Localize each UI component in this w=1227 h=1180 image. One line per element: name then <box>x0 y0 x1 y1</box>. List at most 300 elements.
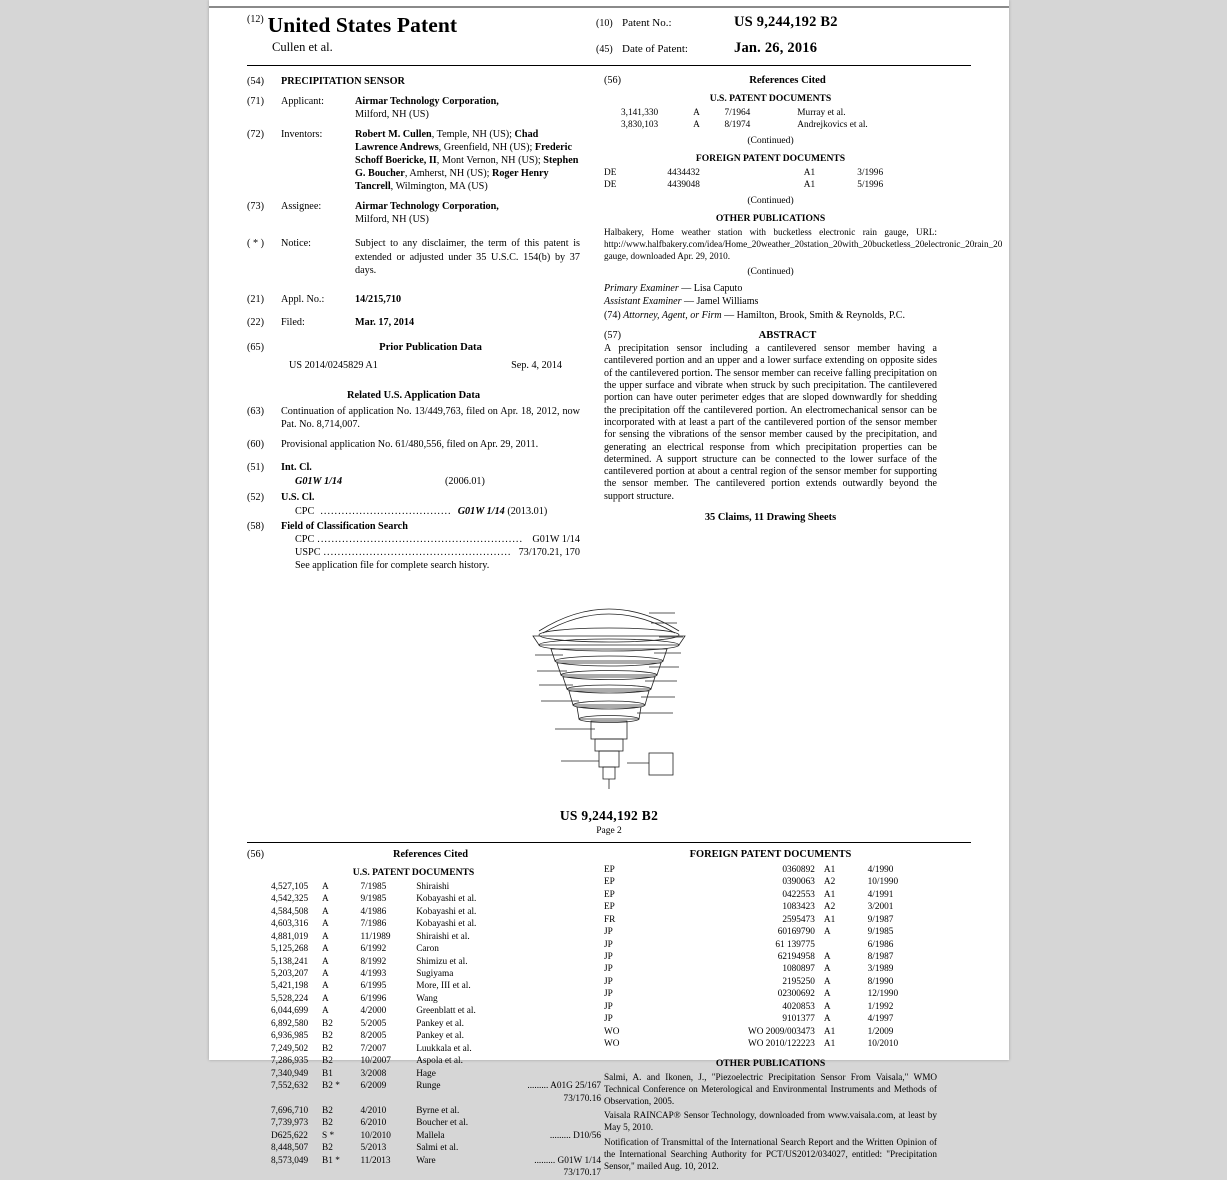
ref-kind: B2 <box>322 1018 333 1029</box>
intcl-label: Int. Cl. <box>281 462 312 474</box>
ref-number: 4,542,325 <box>271 894 309 905</box>
table-row <box>604 1013 937 1025</box>
ref-number: 5,138,241 <box>271 956 309 967</box>
ref-class: ......... A01G 25/167 <box>527 1081 601 1092</box>
ref-name: Kobayashi et al. <box>416 919 477 930</box>
table-row <box>271 1005 604 1017</box>
ref-number: 0390063 <box>782 877 815 888</box>
ref-date: 6/2009 <box>360 1081 387 1092</box>
table-row <box>604 876 937 888</box>
other-pub-item: Salmi, A. and Ikonen, J., "Piezoelectric Precipitation Sensor From Vaisala," WMO Technical Conference on Meterological and Environmental Instruments and Methods of Observation, 2005. <box>604 1071 937 1106</box>
field-appl-no <box>247 293 580 306</box>
ref-class <box>499 1105 604 1117</box>
ref-kind: A <box>322 881 329 892</box>
foc-cpc-row <box>281 533 580 546</box>
refs-code: (56) <box>604 75 621 86</box>
field-title <box>247 75 580 88</box>
table-row <box>604 107 937 119</box>
notice-label: Notice: <box>281 238 311 250</box>
ref-date: 4/2000 <box>360 1006 387 1017</box>
page2-other-pub-title: OTHER PUBLICATIONS <box>715 1057 826 1069</box>
table-row <box>604 901 937 913</box>
page2-columns <box>247 849 971 1180</box>
ref-class <box>499 893 604 905</box>
ref-number: 02300692 <box>777 989 815 1000</box>
ref-class <box>499 918 604 930</box>
ref-date <box>348 1167 406 1179</box>
field-prior-publication <box>247 341 580 373</box>
foc-uspc-dots: ..................................................... <box>323 546 512 558</box>
applicant-address: Milford, NH (US) <box>355 109 429 121</box>
ref-country: DE <box>604 167 617 178</box>
ref-kind: A <box>322 919 329 930</box>
ref-number: 7,249,502 <box>271 1043 309 1054</box>
ref-kind: B2 <box>322 1043 333 1054</box>
ref-class <box>499 881 604 893</box>
ref-kind: A1 <box>803 180 816 191</box>
table-row <box>604 179 937 191</box>
ref-date: 3/1989 <box>867 964 894 975</box>
us-docs-continued: (Continued) <box>747 134 794 146</box>
table-row <box>604 926 937 938</box>
foc-uspc-value: 73/170.21, 170 <box>518 546 580 558</box>
ref-name <box>406 1167 499 1179</box>
ref-class: 73/170.17 <box>563 1168 601 1179</box>
field-provisional <box>247 438 580 451</box>
ref-date: 9/1985 <box>360 894 387 905</box>
ref-country: WO <box>604 1026 620 1037</box>
filed-date-value: Mar. 17, 2014 <box>355 316 415 328</box>
ref-date: 6/1996 <box>360 993 387 1004</box>
applicant-label: Applicant: <box>281 96 325 108</box>
prior-pub-date: Sep. 4, 2014 <box>511 360 562 372</box>
ref-name: Shimizu et al. <box>416 956 468 967</box>
appl-code: (21) <box>247 293 264 305</box>
table-row <box>271 906 604 918</box>
ref-number: 0422553 <box>782 889 815 900</box>
ref-number: 2195250 <box>782 976 815 987</box>
office-code: (12) <box>247 14 264 25</box>
ref-kind: B2 <box>322 1118 333 1129</box>
ref-kind: A1 <box>823 889 836 900</box>
ref-date: 4/1997 <box>867 1014 894 1025</box>
ref-country: FR <box>604 914 616 925</box>
primary-examiner-label: Primary Examiner <box>604 282 679 294</box>
ref-country: JP <box>604 1014 613 1025</box>
ref-class <box>499 1142 604 1154</box>
left-column <box>247 75 592 579</box>
figure-region <box>247 593 971 798</box>
ref-class <box>499 1068 604 1080</box>
ref-kind: A2 <box>823 877 836 888</box>
ref-country: EP <box>604 889 615 900</box>
ref-date: 7/1964 <box>724 108 751 118</box>
ref-date: 6/1992 <box>360 944 387 955</box>
ref-name: Salmi et al. <box>416 1143 459 1154</box>
table-row <box>604 864 937 876</box>
ref-class <box>499 906 604 918</box>
header-right <box>582 14 971 57</box>
page2-refs-code: (56) <box>247 848 264 860</box>
table-row <box>604 167 937 179</box>
ref-kind: A <box>693 108 700 118</box>
header-left <box>247 14 582 57</box>
field-filed <box>247 316 580 329</box>
assignee-code: (73) <box>247 201 264 213</box>
ref-class <box>499 1005 604 1017</box>
foc-cpc-dots: .......................................................... <box>317 533 523 545</box>
ref-class <box>499 1055 604 1067</box>
ref-number: 62194958 <box>777 951 815 962</box>
header-rule <box>247 65 971 66</box>
filed-label: Filed: <box>281 316 305 328</box>
assignee-label: Assignee: <box>281 201 322 213</box>
ref-name: Wang <box>416 993 438 1004</box>
ref-country: JP <box>604 964 613 975</box>
ref-number: 7,286,935 <box>271 1056 309 1067</box>
ref-date: 5/2005 <box>360 1018 387 1029</box>
field-assignee <box>247 200 580 226</box>
ref-country: JP <box>604 976 613 987</box>
notice-code: ( * ) <box>247 238 264 250</box>
patent-number-row <box>596 14 971 31</box>
ref-number: 5,421,198 <box>271 981 309 992</box>
ref-number: 4,603,316 <box>271 919 309 930</box>
ref-country: JP <box>604 951 613 962</box>
ref-date: 4/1991 <box>867 889 894 900</box>
ref-name: Runge <box>416 1081 441 1092</box>
inventor-shortline: Cullen et al. <box>272 40 333 54</box>
ref-number: 4,584,508 <box>271 906 309 917</box>
ref-kind: A <box>322 981 329 992</box>
ref-kind: B2 <box>322 1105 333 1116</box>
appl-no-value: 14/215,710 <box>355 293 402 305</box>
applicant-name: Airmar Technology Corporation, <box>355 96 499 108</box>
table-row <box>271 968 604 980</box>
table-row <box>271 1142 604 1154</box>
ref-country: EP <box>604 864 615 875</box>
ref-name: More, III et al. <box>416 981 471 992</box>
table-row <box>271 1155 604 1167</box>
field-us-cl <box>247 491 580 518</box>
ref-date: 4/1986 <box>360 906 387 917</box>
ref-date: 11/2013 <box>360 1155 391 1166</box>
applicant-value <box>355 95 580 121</box>
table-row <box>271 943 604 955</box>
ref-kind: A <box>322 1006 329 1017</box>
abstract-code: (57) <box>604 330 621 342</box>
ref-kind: S * <box>322 1130 335 1141</box>
ref-name: Andrejkovics et al. <box>797 120 868 131</box>
abstract-text: A precipitation sensor including a cantilevered sensor member having a cantilevered portion and an upper and a lower surface extending on opposite sides of the cantilevered portion. The sensor member can receive falling precipitation on the upper surface and vibrate when struck by such precipitation. The cantilevered portion can have outer perimeter edges that are sloped downwardly for shedding the precipitation off the cantilevered portion. An electromechanical sensor can be incorporated with at least a part of the cantilevered portion of the sensor member for sensing the vibrations of the sensor member caused by the precipitation, and generating an electrical response from which precipitation properties can be determined. A support structure can be connected to the lower surface of the cantilevered portion at about a central region of the sensor member for supporting the sensor member. The cantilevered portion extends outwardly beyond the support structure. <box>604 343 937 502</box>
ref-kind: A <box>322 993 329 1004</box>
table-row <box>271 1068 604 1080</box>
foc-uspc-label: USPC <box>295 546 321 558</box>
table-row <box>604 119 937 131</box>
ref-date: 1/2009 <box>867 1026 894 1037</box>
other-pub-item: Notification of Transmittal of the International Search Report and the Written Opinion of the International Searching Authority for PCT/US2012/034027, entitled: "Precipitation Sensor," mailed Aug. 10, 2012. <box>604 1137 937 1172</box>
patent-no-value: US 9,244,192 B2 <box>734 14 838 30</box>
ref-name: Hage <box>416 1068 436 1079</box>
ref-number: 8,573,049 <box>271 1155 309 1166</box>
patent-no-code: (10) <box>596 18 613 29</box>
ref-class: ......... D10/56 <box>549 1130 601 1141</box>
ref-name: Ware <box>416 1155 436 1166</box>
page2-foreign-table <box>604 864 937 1051</box>
page2-foreign-title: FOREIGN PATENT DOCUMENTS <box>689 848 852 860</box>
table-row <box>604 951 937 963</box>
ref-date: 3/1996 <box>857 167 884 178</box>
ref-class: 73/170.16 <box>563 1093 601 1104</box>
ref-number: 7,696,710 <box>271 1105 309 1116</box>
ref-name <box>406 1093 499 1105</box>
ref-kind: A <box>823 989 831 1000</box>
uscl-code: (52) <box>247 491 264 503</box>
table-row <box>271 956 604 968</box>
table-row <box>271 893 604 905</box>
table-row <box>271 1018 604 1030</box>
field-applicant <box>247 95 580 121</box>
ref-kind: A <box>823 1001 831 1012</box>
ref-date: 3/2001 <box>867 902 894 913</box>
page2-us-docs-table <box>271 881 604 1180</box>
abstract-header <box>604 330 937 341</box>
patent-header <box>247 14 971 57</box>
table-row <box>604 914 937 926</box>
uscl-cpc-value: G01W 1/14 <box>457 505 505 517</box>
table-row <box>271 1130 604 1142</box>
prior-pub-number: US 2014/0245829 A1 <box>289 360 378 372</box>
ref-date: 10/2007 <box>360 1056 391 1067</box>
filed-code: (22) <box>247 316 264 328</box>
ref-name: Mallela <box>416 1130 445 1141</box>
ref-number: 4,527,105 <box>271 881 309 892</box>
ref-number: 60169790 <box>777 927 815 938</box>
table-row <box>604 963 937 975</box>
ref-name: Murray et al. <box>797 108 846 118</box>
ref-kind: A <box>823 964 831 975</box>
table-row <box>271 1117 604 1129</box>
table-row <box>271 1167 604 1179</box>
invention-title: PRECIPITATION SENSOR <box>281 76 405 87</box>
page2-left-column <box>247 848 601 1180</box>
ref-country: EP <box>604 902 615 913</box>
ref-date: 8/1987 <box>867 951 894 962</box>
page2-refs-title: References Cited <box>392 848 469 860</box>
table-row <box>604 939 937 951</box>
ref-date: 8/1990 <box>867 976 894 987</box>
primary-examiner-row: Primary Examiner — Lisa Caputo <box>604 282 743 294</box>
continuation-text: Continuation of application No. 13/449,763, filed on Apr. 18, 2012, now Pat. No. 8,714,007. <box>281 406 580 431</box>
ref-number: 5,528,224 <box>271 993 309 1004</box>
table-row <box>271 1093 604 1105</box>
field-search <box>247 520 580 572</box>
ref-number: 5,203,207 <box>271 968 309 979</box>
ref-kind: A2 <box>823 902 836 913</box>
page2-other-pub-list <box>604 1072 937 1174</box>
ref-kind: A <box>823 927 831 938</box>
ref-name: Sugiyama <box>416 968 454 979</box>
ref-kind: A1 <box>803 167 816 178</box>
ref-class <box>499 1043 604 1055</box>
ref-date: 4/2010 <box>360 1105 387 1116</box>
right-column <box>592 75 1003 579</box>
table-row <box>271 918 604 930</box>
ref-kind: A <box>693 120 700 131</box>
abstract-title: ABSTRACT <box>758 330 817 342</box>
ref-kind: A <box>322 906 329 917</box>
table-row <box>604 976 937 988</box>
ref-date: 7/2007 <box>360 1043 387 1054</box>
ref-country: JP <box>604 1001 613 1012</box>
ref-kind: A <box>322 968 329 979</box>
foc-uspc-row <box>281 546 580 559</box>
ref-kind: B1 <box>322 1068 333 1079</box>
ref-kind: A <box>322 956 329 967</box>
patent-date-row <box>596 40 971 57</box>
ref-number: 1083423 <box>782 902 815 913</box>
ref-kind: A <box>322 931 329 942</box>
table-row <box>271 1055 604 1067</box>
field-inventors <box>247 128 580 193</box>
ref-number: 4439048 <box>667 180 700 191</box>
foc-note: See application file for complete search history. <box>295 559 490 571</box>
ref-kind <box>818 939 854 951</box>
refs-cited-header <box>604 75 937 86</box>
ref-class <box>499 1030 604 1042</box>
ref-class: ......... G01W 1/14 <box>534 1155 601 1166</box>
ref-kind: B2 * <box>322 1081 340 1092</box>
ref-number: 7,340,949 <box>271 1068 309 1079</box>
prior-pub-row <box>281 359 580 372</box>
inventors-code: (72) <box>247 129 264 141</box>
ref-name: Byrne et al. <box>416 1105 460 1116</box>
ref-name: Kobayashi et al. <box>416 894 477 905</box>
ref-date: 7/1986 <box>360 919 387 930</box>
table-row <box>604 1038 937 1050</box>
ref-number: WO 2009/003473 <box>747 1026 815 1037</box>
ref-kind: A1 <box>823 1026 836 1037</box>
ref-class <box>499 1018 604 1030</box>
assistant-examiner-label: Assistant Examiner <box>604 296 682 308</box>
ref-date: 6/1995 <box>360 981 387 992</box>
table-row <box>604 988 937 1000</box>
ref-number: 9101377 <box>782 1014 815 1025</box>
ref-kind: B2 <box>322 1056 333 1067</box>
ref-number: 4434432 <box>667 167 700 178</box>
ref-number: 5,125,268 <box>271 944 309 955</box>
page2-header <box>247 808 971 836</box>
ref-date: 9/1987 <box>867 914 894 925</box>
field-notice <box>247 237 580 276</box>
notice-text: Subject to any disclaimer, the term of this patent is extended or adjusted under 35 U.S.C. 154(b) by 37 days. <box>355 238 580 276</box>
ref-name: Boucher et al. <box>416 1118 469 1129</box>
ref-number: 6,936,985 <box>271 1031 309 1042</box>
ref-date: 11/1989 <box>360 931 391 942</box>
ref-class <box>499 943 604 955</box>
ref-date: 7/1985 <box>360 881 387 892</box>
us-docs-title: U.S. PATENT DOCUMENTS <box>709 93 832 104</box>
ref-name: Shiraishi <box>416 881 450 892</box>
intcl-row <box>281 475 580 488</box>
foreign-docs-table <box>604 167 937 192</box>
ref-country: JP <box>604 939 613 950</box>
field-continuation <box>247 405 580 431</box>
foc-code: (58) <box>247 520 264 532</box>
ref-number: 8,448,507 <box>271 1143 309 1154</box>
ref-number: 0360892 <box>782 864 815 875</box>
attorney-label: Attorney, Agent, or Firm <box>623 309 722 321</box>
ref-date: 1/1992 <box>867 1001 894 1012</box>
ref-name: Caron <box>416 944 439 955</box>
ref-number: 6,892,580 <box>271 1018 309 1029</box>
ref-number: 4020853 <box>782 1001 815 1012</box>
uscl-dots: ..................................... <box>316 505 456 517</box>
ref-name: Shiraishi et al. <box>416 931 470 942</box>
assistant-examiner-value: Jamel Williams <box>696 296 759 308</box>
table-row <box>271 1105 604 1117</box>
ref-kind <box>322 1167 348 1179</box>
date-label: Date of Patent: <box>622 43 688 55</box>
examiner-block <box>604 282 937 323</box>
related-data-title: Related U.S. Application Data <box>346 390 481 402</box>
ref-number: 1080897 <box>782 964 815 975</box>
other-pub-item: Vaisala RAINCAP® Sensor Technology, downloaded from www.vaisala.com, at least by May 5, 2010. <box>604 1110 937 1133</box>
uscl-cpc-version: (2013.01) <box>507 505 548 517</box>
ref-date: 8/1992 <box>360 956 387 967</box>
prior-pub-title: Prior Publication Data <box>379 341 482 353</box>
inventors-label: Inventors: <box>281 129 323 141</box>
ref-number: D625,622 <box>271 1130 308 1141</box>
foc-cpc-label: CPC <box>295 533 315 545</box>
intcl-code: (51) <box>247 462 264 474</box>
ref-date: 5/2013 <box>360 1143 387 1154</box>
provisional-code: (60) <box>247 439 264 451</box>
ref-number: 3,141,330 <box>621 108 659 118</box>
ref-name: Aspola et al. <box>416 1056 463 1067</box>
foc-cpc-value: G01W 1/14 <box>532 533 580 545</box>
field-int-cl <box>247 461 580 488</box>
ref-date: 9/1985 <box>867 927 894 938</box>
ref-country: WO <box>604 1039 620 1050</box>
page2-label: Page 2 <box>596 825 622 836</box>
table-row <box>271 1030 604 1042</box>
patent-page <box>209 0 1009 1179</box>
ref-number: 7,739,973 <box>271 1118 309 1129</box>
bibliographic-columns <box>247 75 1003 579</box>
patent-no-label: Patent No.: <box>622 17 672 29</box>
ref-kind: A1 <box>823 914 836 925</box>
assistant-examiner-row: Assistant Examiner — Jamel Williams <box>604 296 759 308</box>
uscl-cpc-row <box>281 505 580 518</box>
ref-class <box>499 1117 604 1129</box>
prior-pub-code: (65) <box>247 341 264 353</box>
ref-date: 5/1996 <box>857 180 884 191</box>
ref-date: 8/2005 <box>360 1031 387 1042</box>
ref-number <box>271 1093 322 1105</box>
ref-country: JP <box>604 989 613 1000</box>
ref-country: DE <box>604 180 617 191</box>
ref-class <box>499 956 604 968</box>
table-row <box>271 1080 604 1092</box>
uscl-cpc-label: CPC <box>295 505 315 517</box>
attorney-value: Hamilton, Brook, Smith & Reynolds, P.C. <box>736 309 905 321</box>
ref-kind: B2 <box>322 1031 333 1042</box>
date-code: (45) <box>596 44 613 55</box>
ref-kind: A <box>322 894 329 905</box>
primary-examiner-value: Lisa Caputo <box>693 282 743 294</box>
ref-date: 12/1990 <box>867 989 899 1000</box>
